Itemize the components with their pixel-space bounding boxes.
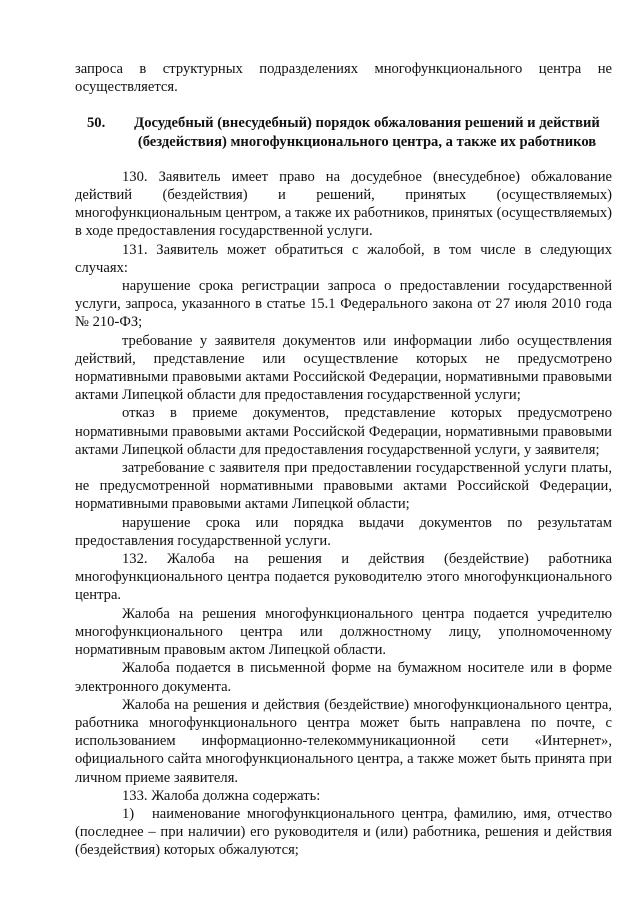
paragraph-complaint-form: Жалоба подается в письменной форме на бумажном носителе или в форме электронного документа. <box>75 660 612 695</box>
list-item-number: 1) <box>122 805 135 822</box>
intro-text: запроса в структурных подразделениях многофункционального центра не осуществляется. <box>75 61 612 96</box>
paragraph-founder-complaint: Жалоба на решения многофункционального центра подается учредителю многофункционального центра или должностному лицу, уполномоченному нормативным правовым актом Липецкой области. <box>75 605 612 659</box>
case-refusal-to-accept: отказ в приеме документов, представление которых предусмотрено нормативными правовыми актами Российской Федерации, нормативными правовыми актами Липецкой области для предоставления государственной услуги, у заявителя; <box>75 405 612 458</box>
case-fee-demand: затребование с заявителя при предоставлении государственной услуги платы, не предусмотренной нормативными правовыми актами Российской Федерации, нормативными правовыми актами Липецкой области; <box>75 460 612 513</box>
paragraph-131: 131. Заявитель может обратиться с жалобой, в том числе в следующих случаях: <box>75 241 612 276</box>
section-title: Досудебный (внесудебный) порядок обжалования решений и действий (бездействия) многофункционального центра, а также их работников <box>134 115 600 150</box>
paragraph-complaint-channels: Жалоба на решения и действия (бездействие) многофункционального центра, работника многофункционального центра может быть направлена по почте, с использованием информационно-телекоммуникационной сети «Интернет», официального сайта многофункционального центра, а также может быть принята при личном приеме заявителя. <box>75 696 612 786</box>
case-registration-violation: нарушение срока регистрации запроса о предоставлении государственной услуги, запроса, указанного в статье 15.1 Федерального закона от 27 июля 2010 года № 210-ФЗ; <box>75 278 612 331</box>
case-issuance-violation: нарушение срока или порядка выдачи документов по результатам предоставления государственной услуги. <box>75 514 612 549</box>
list-item-text: наименование многофункционального центра, фамилию, имя, отчество (последнее – при наличии) его руководителя и (или) работника, решения и действия (бездействия) которых обжалуются; <box>75 805 612 859</box>
section-heading <box>75 114 612 150</box>
section-number: 50. <box>87 115 106 132</box>
paragraph-133: 133. Жалоба должна содержать: <box>122 787 321 804</box>
paragraph-130: 130. Заявитель имеет право на досудебное (внесудебное) обжалование действий (бездействия) и решений, принятых (осуществляемых) многофункциональным центром, а также их работников, принятых (осуществляемых) в ходе предоставления государственной услуги. <box>75 168 612 240</box>
list-item <box>75 805 612 860</box>
case-documents-requirement: требование у заявителя документов или информации либо осуществления действий, представление или осуществление которых не предусмотрено нормативными правовыми актами Российской Федерации, нормативными правовыми актами Липецкой области для предоставления государственной услуги; <box>75 332 612 404</box>
paragraph-132: 132. Жалоба на решения и действия (бездействие) работника многофункционального центра подается руководителю этого многофункционального центра. <box>75 551 612 604</box>
